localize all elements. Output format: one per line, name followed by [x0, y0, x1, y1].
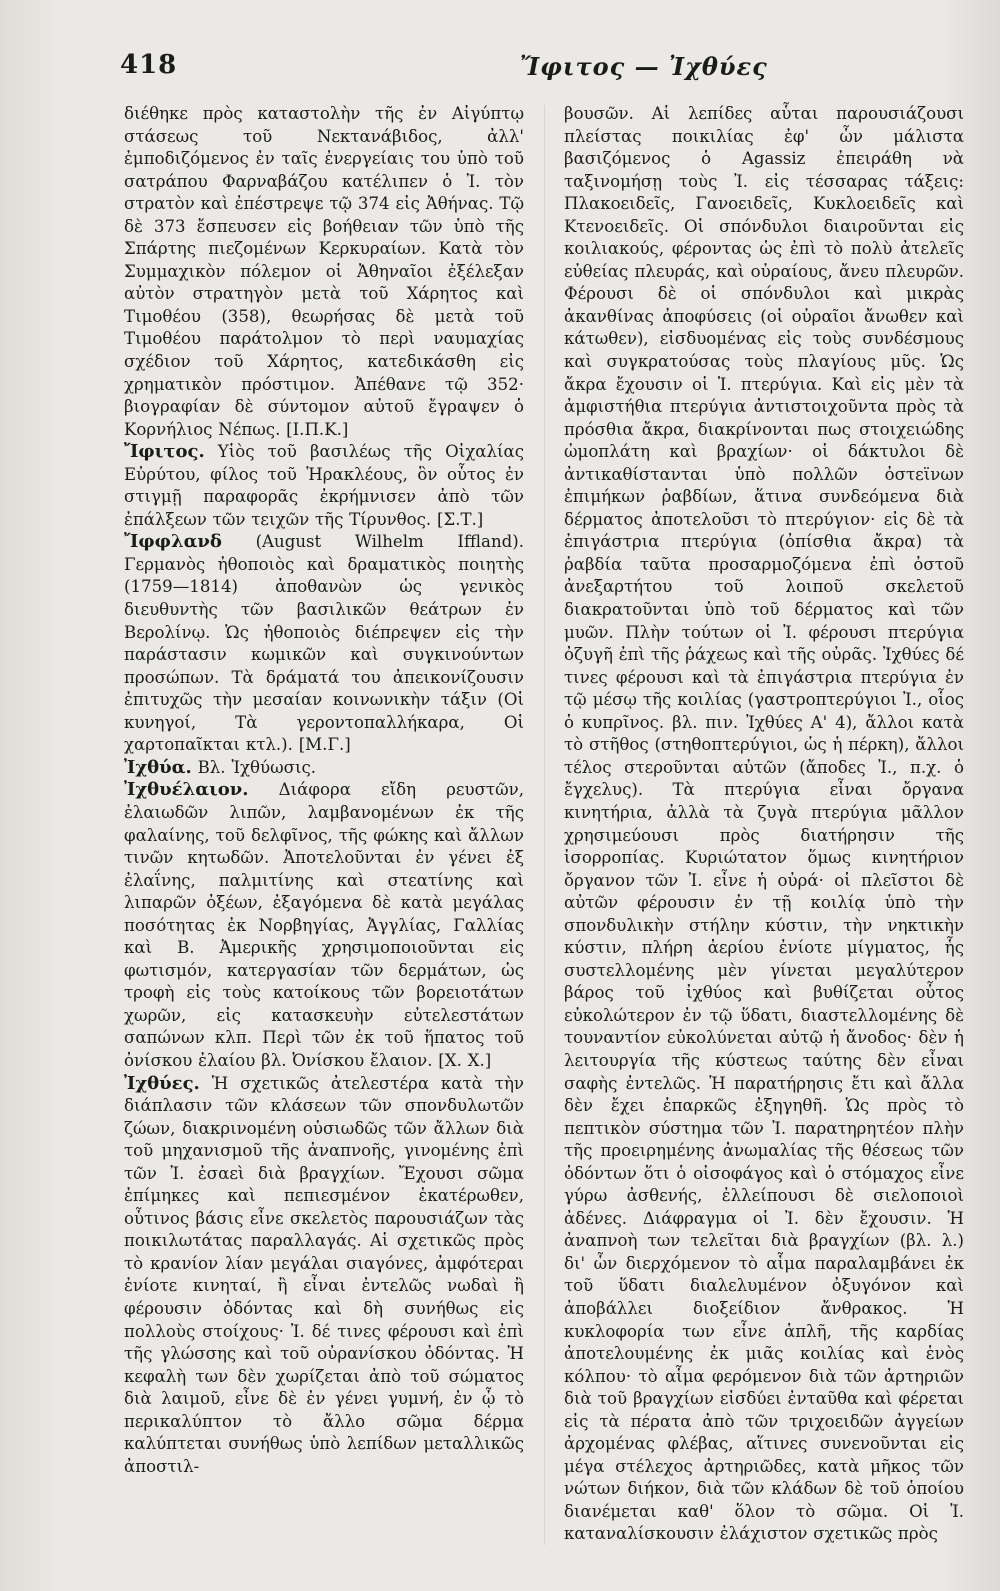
entry-headword: Ἴφφλανδ [124, 531, 222, 553]
entry-iffland [124, 531, 524, 756]
entry-headword: Ἰχθύα. [124, 756, 192, 778]
entry-ichthya [124, 757, 524, 780]
entry-text: Ἡ σχετικῶς ἀτελεστέρα κατὰ τὴν διάπλασιν τῶν κλάσεων τῶν σπονδυλωτῶν ζώων, διακρινομένη οὐσιωδῶς τῶν ἄλλων διὰ τοῦ μηχανισμοῦ τῆς ἀναπνοῆς, γινομένης ἐπὶ τῶν Ἰ. ἐσαεὶ διὰ βραγχίων. Ἔχουσι σῶμα ἐπίμηκες καὶ πεπιεσμένον ἑκατέρωθεν, οὗτινος βάσις εἶνε σκελετὸς παρουσιάζων τὰς ποικιλωτάτας παραλλαγάς. Αἱ σχετικῶς πρὸς τὸ κρανίον λίαν μεγάλαι σιαγόνες, ἀμφότεραι ἐνίοτε κινηταί, ἢ εἶναι ἐντελῶς νωδαὶ ἢ φέρουσιν ὀδόντας καὶ δὴ συνήθως εἰς πολλοὺς στοίχους· Ἰ. δέ τινες φέρουσι καὶ ἐπὶ τῆς γλώσσης καὶ τοῦ οὐρανίσκου ὀδόντας. Ἡ κεφαλὴ των δὲν χωρίζεται ἀπὸ τοῦ σώματος διὰ λαιμοῦ, εἶνε δὲ ἐν γένει γυμνή, ἐν ᾧ τὸ περικαλύπτον τὸ ἄλλο σῶμα δέρμα καλύπτεται συνήθως ὑπὸ λεπίδων μεταλλικῶς ἀποστιλ- [124, 1073, 524, 1476]
entry-ichthyes [124, 1073, 524, 1479]
entry-text: (August Wilhelm Iffland). Γερμανὸς ἠθοποιὸς καὶ δραματικὸς ποιητὴς (1759—1814) ἀποθανὼν ὡς γενικὸς διευθυντὴς τῶν βασιλικῶν θεάτρων ἐν Βερολίνῳ. Ὡς ἠθοποιὸς διέπρεψεν εἰς τὴν παράστασιν κωμικῶν καὶ συγκινούντων προσώπων. Τὰ δράματά του ἀπεικονίζουσιν ἐπιτυχῶς τὴν μεσαίαν κοινωνικὴν τάξιν (Οἱ κυνηγοί, Τὰ γεροντοπαλλήκαρα, Οἱ χαρτοπαῖκται κτλ.). [Μ.Γ.] [124, 532, 524, 755]
right-column [564, 103, 964, 1546]
running-title: Ἴφιτος — Ἰχθύες [520, 52, 768, 81]
entry-text: Υἱὸς τοῦ βασιλέως τῆς Οἰχαλίας Εὐρύτου, φίλος τοῦ Ἡρακλέους, ὃν οὗτος ἐν στιγμῇ παραφορᾶς ἐκρήμνισεν ἀπὸ τῶν ἐπάλξεων τῶν τειχῶν τῆς Τίρυνθος. [Σ.Τ.] [124, 442, 524, 529]
entry-text: Βλ. Ἰχθύωσις. [197, 757, 317, 777]
entry-ichthyelaion [124, 779, 524, 1072]
entry-headword: Ἰχθύες. [124, 1072, 200, 1094]
left-column [124, 103, 524, 1478]
entry-headword: Ἰχθυέλαιον. [124, 779, 249, 801]
entry-headword: Ἴφιτος. [124, 441, 205, 463]
intro-paragraph: διέθηκε πρὸς καταστολὴν τῆς ἐν Αἰγύπτῳ στάσεως τοῦ Νεκτανάβιδος, ἀλλ' ἐμποδιζόμενος ἐν ταῖς ἐνεργείαις του ὑπὸ τοῦ σατράπου Φαρναβάζου κατέλιπεν ὁ Ἰ. τὸν στρατὸν καὶ ἐπέστρεψε τῷ 374 εἰς Ἀθήνας. Τῷ δὲ 373 ἔσπευσεν εἰς βοήθειαν τῶν ὑπὸ τῆς Σπάρτης πιεζομένων Κερκυραίων. Κατὰ τὸν Συμμαχικὸν πόλεμον οἱ Ἀθηναῖοι ἐξέλεξαν αὐτὸν στρατηγὸν μετὰ τοῦ Χάρητος καὶ Τιμοθέου (358), θεωρήσας δὲ μετὰ τοῦ Τιμοθέου παράτολμον τὸ περὶ ναυμαχίας σχέδιον τοῦ Χάρητος, κατεδικάσθη εἰς χρηματικὸν πρόστιμον. Ἀπέθανε τῷ 352· βιογραφίαν δὲ σύντομον αὐτοῦ ἔγραψεν ὁ Κορνήλιος Νέπως. [Ι.Π.Κ.] [124, 104, 524, 439]
page-number: 418 [120, 50, 178, 80]
entry-iphitos [124, 441, 524, 531]
right-column-text: βουσῶν. Αἱ λεπίδες αὗται παρουσιάζουσι πλείστας ποικιλίας ἐφ' ὧν μάλιστα βασιζόμενος ὁ Agassiz ἐπειράθη νὰ ταξινομήσῃ τοὺς Ἰ. εἰς τέσσαρας τάξεις: Πλακοειδεῖς, Γανοειδεῖς, Κυκλοειδεῖς καὶ Κτενοειδεῖς. Οἱ σπόνδυλοι διαιροῦνται εἰς κοιλιακούς, φέροντας ὡς ἐπὶ τὸ πολὺ ἀτελεῖς εὐθείας πλευράς, καὶ οὐραίους, ἄνευ πλευρῶν. Φέρουσι δὲ οἱ σπόνδυλοι καὶ μικρὰς ἀκανθίνας ἀποφύσεις (οἱ οὐραῖοι ἄνωθεν καὶ κάτωθεν), εἰσδυομένας εἰς τοὺς συνδέσμους καὶ συγκρατούσας τοὺς πλαγίους μῦς. Ὡς ἄκρα ἔχουσιν οἱ Ἰ. πτερύγια. Καὶ εἰς μὲν τὰ ἀμφιστήθια πτερύγια ἀντιστοιχοῦντα πρὸς τὰ πρόσθια ἄκρα, διακρίνονται πως στοιχειώδης ὠμοπλάτη καὶ βραχίων· οἱ δάκτυλοι δὲ ἀντικαθίστανται ὑπὸ πολλῶν ὀστεϊνων ἐπιμήκων ῥαβδίων, ἅτινα συνδεόμενα διὰ δέρματος ἀποτελοῦσι τὸ πτερύγιον· εἰς δὲ τὰ ἐπιγάστρια πτερύγια (ὀπίσθια ἄκρα) τὰ ῥαβδία ταῦτα προσαρμοζόμενα ἐπὶ ὀστοῦ ἀνεξαρτήτου τοῦ λοιποῦ σκελετοῦ διακρατοῦνται ὑπὸ τοῦ δέρματος καὶ τῶν μυῶν. Πλὴν τούτων οἱ Ἰ. φέρουσι πτερύγια ὀζυγῆ ἐπὶ τῆς ῥάχεως καὶ τῆς οὐρᾶς. Ἰχθύες δέ τινες φέρουσι καὶ τὰ ἐπιγάστρια πτερύγια ἐν τῷ μέσῳ τῆς κοιλίας (γαστροπτερύγιοι Ἰ., οἷος ὁ κυπρῖνος. βλ. πιν. Ἰχθύες Α' 4), ἄλλοι κατὰ τὸ στῆθος (στηθοπτερύγιοι, ὡς ἡ πέρκη), ἄλλοι τέλος στεροῦνται αὐτῶν (ἄποδες Ἰ., π.χ. ὁ ἔγχελυς). Τὰ πτερύγια εἶναι ὄργανα κινητήρια, ἀλλὰ τὰ ζυγὰ πτερύγια μᾶλλον χρησιμεύουσι πρὸς διατήρησιν τῆς ἰσορροπίας. Κυριώτατον ὅμως κινητήριον ὄργανον τῶν Ἰ. εἶνε ἡ οὐρά· οἱ πλεῖστοι δὲ αὐτῶν φέρουσιν ἐν τῇ κοιλίᾳ ὑπὸ τὴν σπονδυλικὴν στήλην κύστιν, τὴν νηκτικὴν κύστιν, πλήρη ἀερίου ἐνίοτε μίγματος, ἧς συστελλομένης μὲν γίνεται μεγαλύτερον βάρος τοῦ ἰχθύος καὶ βυθίζεται οὗτος εὐκολώτερον ἐν τῷ ὕδατι, διαστελλομένης δὲ τουναντίον εὐκολύνεται αὐτῷ ἡ ἄνοδος· δὲν ἡ λειτουργία τῆς κύστεως ταύτης δὲν εἶναι σαφὴς ἐντελῶς. Ἡ παρατήρησις ἔτι καὶ ἄλλα δὲν ἔχει ἐπαρκῶς ἐξηγηθῆ. Ὡς πρὸς τὸ πεπτικὸν σύστημα τῶν Ἰ. παρατηρητέον πλὴν τῆς προειρημένης ἀνωμαλίας τῆς θέσεως τῶν ὀδόντων ὅτι ὁ οἰσοφάγος καὶ ὁ στόμαχος εἶνε γύρω ἀσθενής, ἐλλείπουσι δὲ σιελοποιοὶ ἀδένες. Διάφραγμα οἱ Ἰ. δὲν ἔχουσιν. Ἡ ἀναπνοὴ των τελεῖται διὰ βραγχίων (βλ. λ.) δι' ὧν διερχόμενον τὸ αἷμα παραλαμβάνει ἐκ τοῦ ὕδατι διαλελυμένον ὀξυγόνον καὶ ἀποβάλλει διοξείδιον ἄνθρακος. Ἡ κυκλοφορία των εἶνε ἁπλῆ, τῆς καρδίας ἀποτελουμένης ἐκ μιᾶς κοιλίας καὶ ἑνὸς κόλπου· τὸ αἷμα φερόμενον διὰ τῶν ἀρτηριῶν διὰ τοῦ βραγχίων εἰσδύει ἐνταῦθα καὶ φέρεται εἰς τὰ πέρατα ἀπὸ τῶν τριχοειδῶν ἀγγείων ἀρχομένας φλέβας, αἵτινες συνενοῦνται εἰς μέγα στέλεχος ἀρτηριῶδες, κατὰ μῆκος τῶν νώτων διήκον, διὰ τῶν κλάδων δὲ τοῦ ὁποίου διανέμεται καθ' ὅλον τὸ σῶμα. Οἱ Ἰ. καταναλίσκουσιν ἐλάχιστον σχετικῶς πρὸς [564, 104, 964, 1544]
entry-text: Διάφορα εἴδη ρευστῶν, ἐλαιωδῶν λιπῶν, λαμβανομένων ἐκ τῆς φαλαίνης, τοῦ δελφῖνος, τῆς φώκης καὶ ἄλλων τινῶν κητωδῶν. Ἀποτελοῦνται ἐν γένει ἐξ ἐλαΐνης, παλμιτίνης καὶ στεατίνης καὶ λιπαρῶν ὀξέων, ἐξαγόμενα δὲ κατὰ μεγάλας ποσότητας ἐκ Νορβηγίας, Ἀγγλίας, Γαλλίας καὶ Β. Ἀμερικῆς χρησιμοποιοῦνται εἰς φωτισμόν, κατεργασίαν τῶν δερμάτων, ὡς τροφὴ εἰς τοὺς κατοίκους τῶν βορειοτάτων χωρῶν, εἰς κατασκευὴν εὐτελεστάτων σαπώνων κλπ. Περὶ τῶν ἐκ τοῦ ἥπατος τοῦ ὀνίσκου ἐλαίου βλ. Ὀνίσκου ἔλαιον. [Χ. Χ.] [124, 780, 524, 1070]
column-divider [544, 105, 545, 1545]
